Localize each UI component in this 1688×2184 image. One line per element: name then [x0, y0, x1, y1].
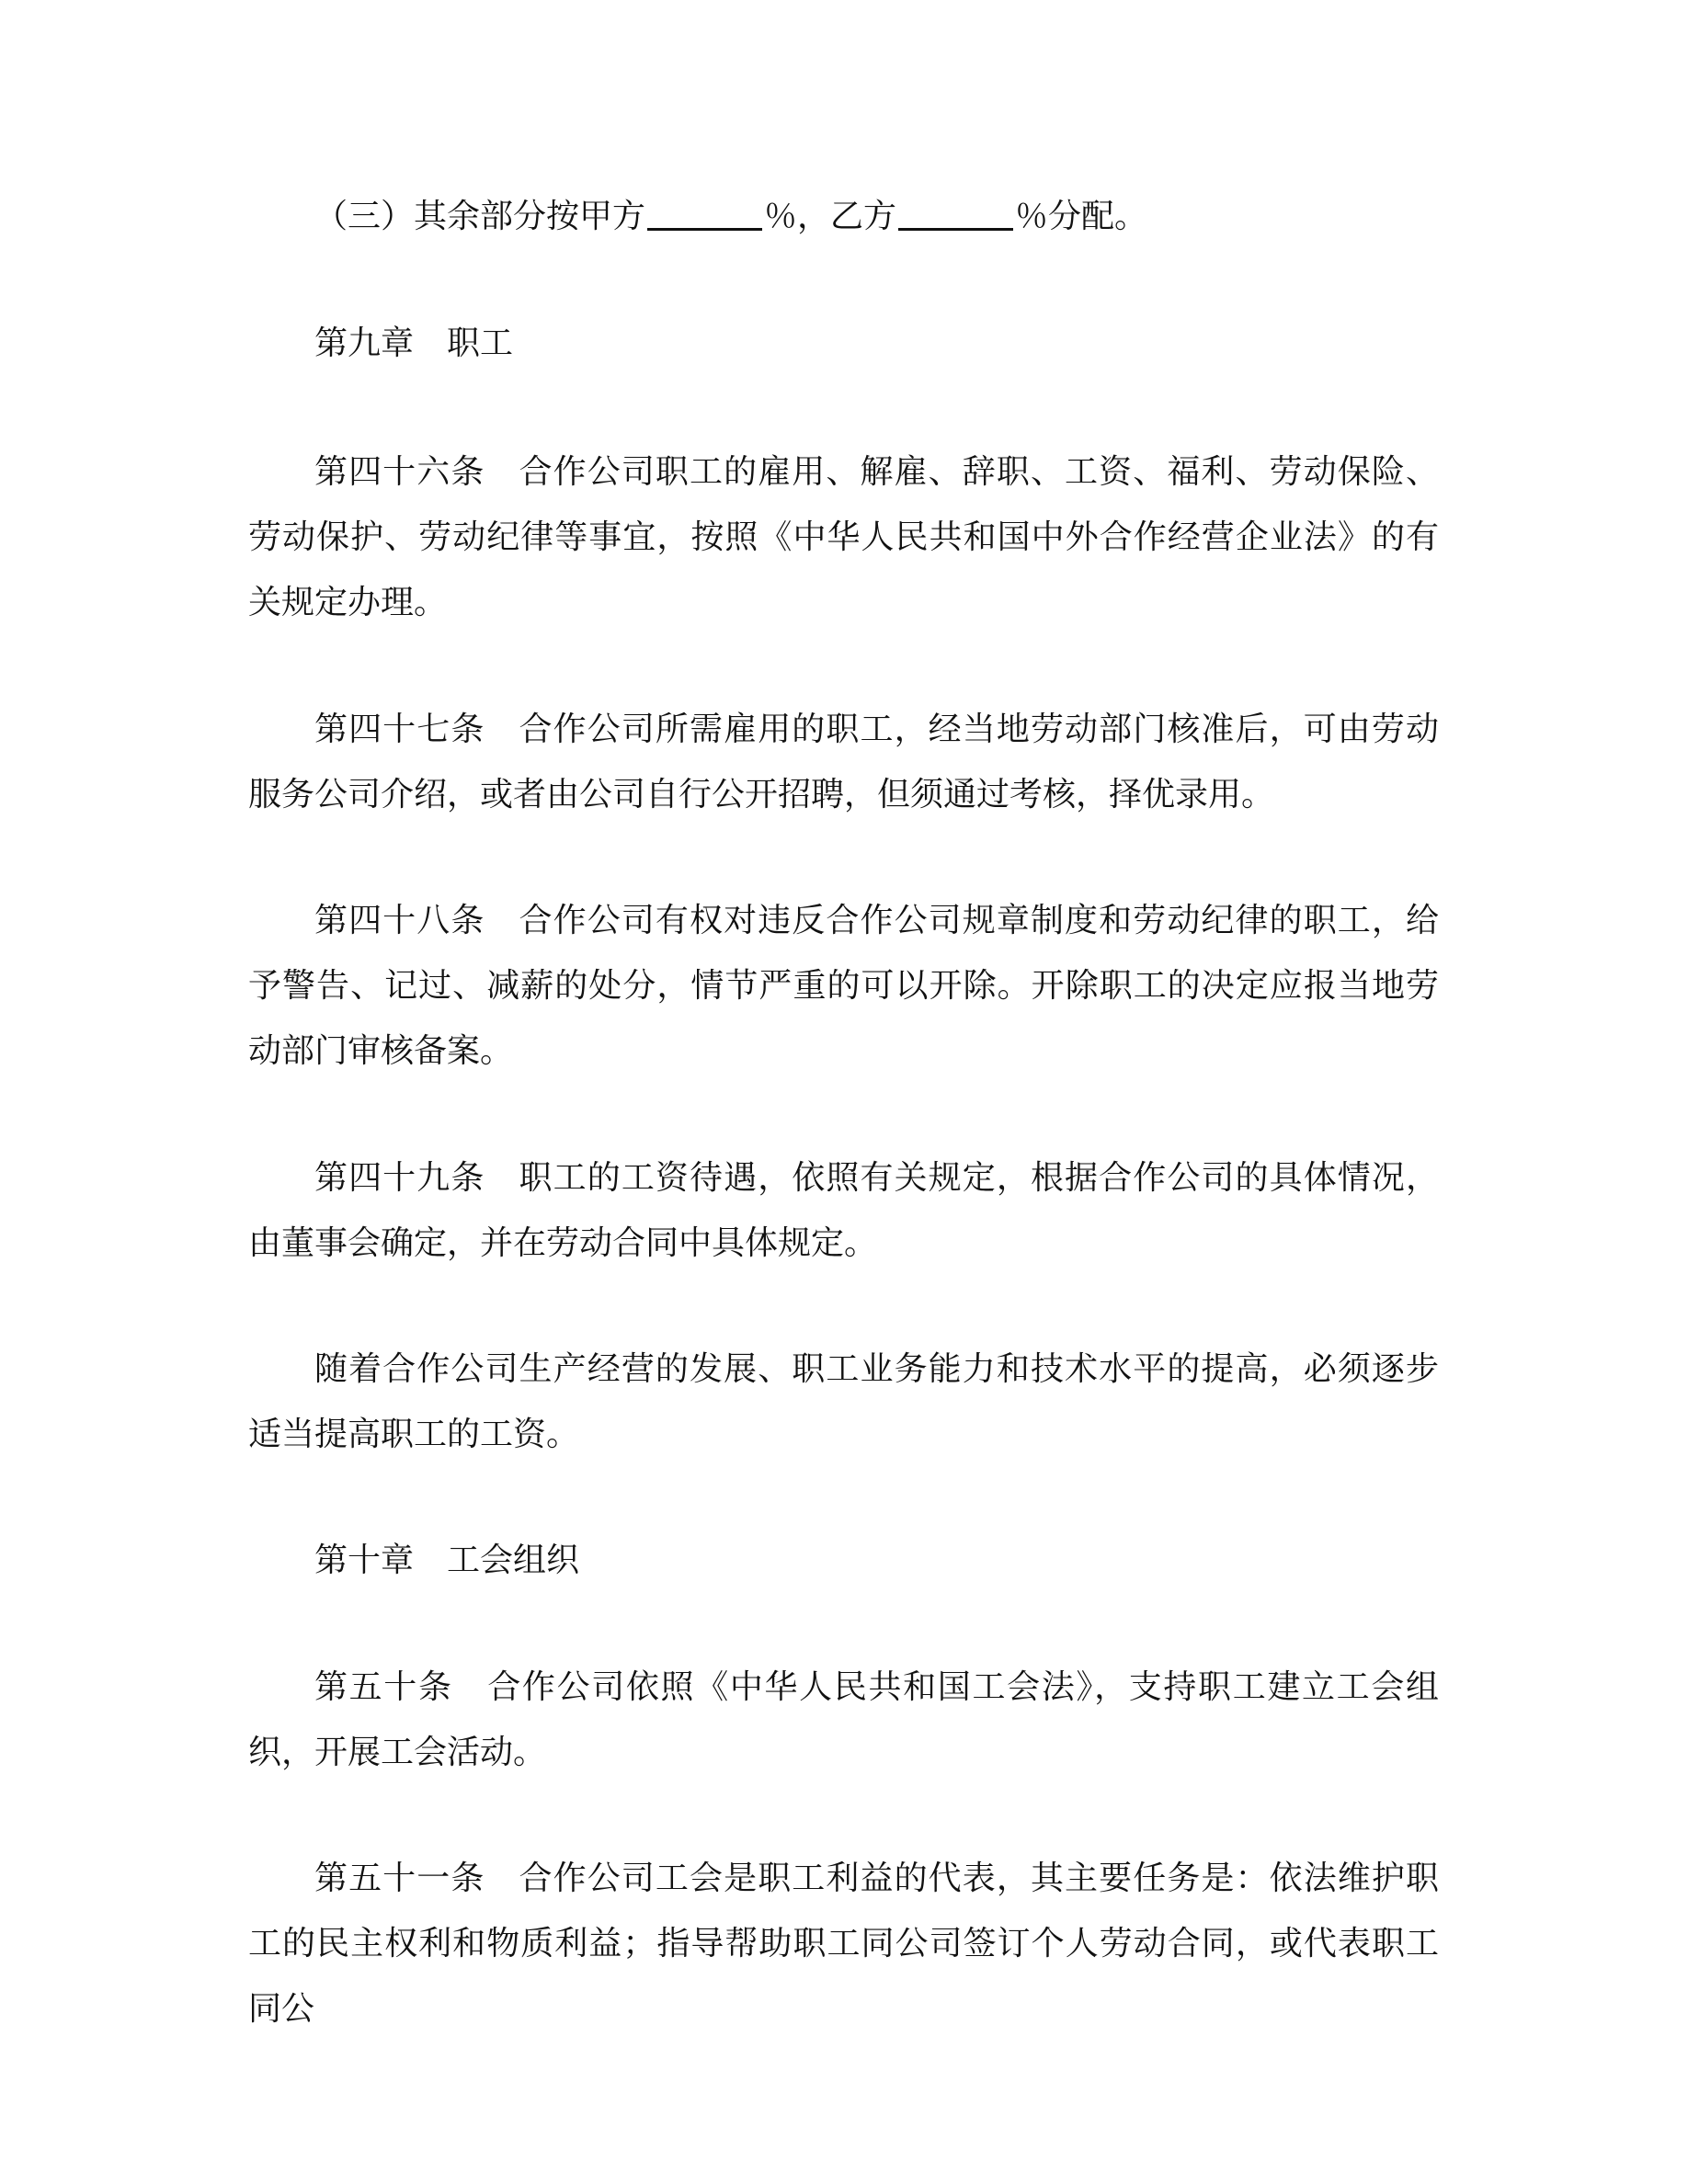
article-48 [248, 888, 1439, 1084]
article-text: 合作公司有权对违反合作公司规章制度和劳动纪律的职工，给予警告、记过、减薪的处分，情节严重的可以开除。开除职工的决定应报当地劳动部门审核备案。 [248, 902, 1439, 1070]
article-49 [248, 1145, 1439, 1276]
article-text: 合作公司职工的雇用、解雇、辞职、工资、福利、劳动保险、劳动保护、劳动纪律等事宜，按照《中华人民共和国中外合作经营企业法》的有关规定办理。 [248, 453, 1439, 621]
article-51 [248, 1846, 1439, 2042]
article-label: 第四十七条 [314, 711, 485, 748]
article-label: 第四十六条 [314, 453, 485, 491]
article-49-continuation [248, 1337, 1439, 1467]
article-text: 职工的工资待遇，依照有关规定，根据合作公司的具体情况，由董事会确定，并在劳动合同中具体规定。 [248, 1159, 1439, 1262]
chapter-title: 职工 [447, 324, 514, 362]
article-46 [248, 439, 1439, 635]
article-text: 合作公司所需雇用的职工，经当地劳动部门核准后，可由劳动服务公司介绍，或者由公司自行公开招聘，但须通过考核，择优录用。 [248, 711, 1439, 813]
article-label: 第四十八条 [314, 902, 485, 939]
chapter-heading-9 [314, 311, 513, 376]
paragraph-profit-distribution [248, 184, 1439, 249]
article-47 [248, 697, 1439, 827]
article-text: 合作公司依照《中华人民共和国工会法》，支持职工建立工会组织，开展工会活动。 [248, 1668, 1439, 1771]
chapter-heading-10 [314, 1528, 579, 1593]
article-text: 随着合作公司生产经营的发展、职工业务能力和技术水平的提高，必须逐步适当提高职工的工资。 [248, 1350, 1439, 1453]
text-fragment: （三）其余部分按甲方 [314, 198, 646, 235]
text-fragment: ％，乙方 [764, 198, 897, 235]
chapter-label: 第九章 [314, 324, 415, 362]
chapter-title: 工会组织 [447, 1541, 580, 1579]
article-label: 第五十条 [314, 1668, 453, 1706]
text-fragment: ％分配。 [1015, 198, 1148, 235]
article-label: 第五十一条 [314, 1860, 485, 1897]
article-label: 第四十九条 [314, 1159, 485, 1197]
article-50 [248, 1655, 1439, 1785]
party-b-percent-blank[interactable] [898, 197, 1013, 231]
party-a-percent-blank[interactable] [647, 197, 762, 231]
article-text: 合作公司工会是职工利益的代表，其主要任务是：依法维护职工的民主权利和物质利益；指导帮助职工同公司签订个人劳动合同，或代表职工同公 [248, 1860, 1439, 2028]
chapter-label: 第十章 [314, 1541, 415, 1579]
